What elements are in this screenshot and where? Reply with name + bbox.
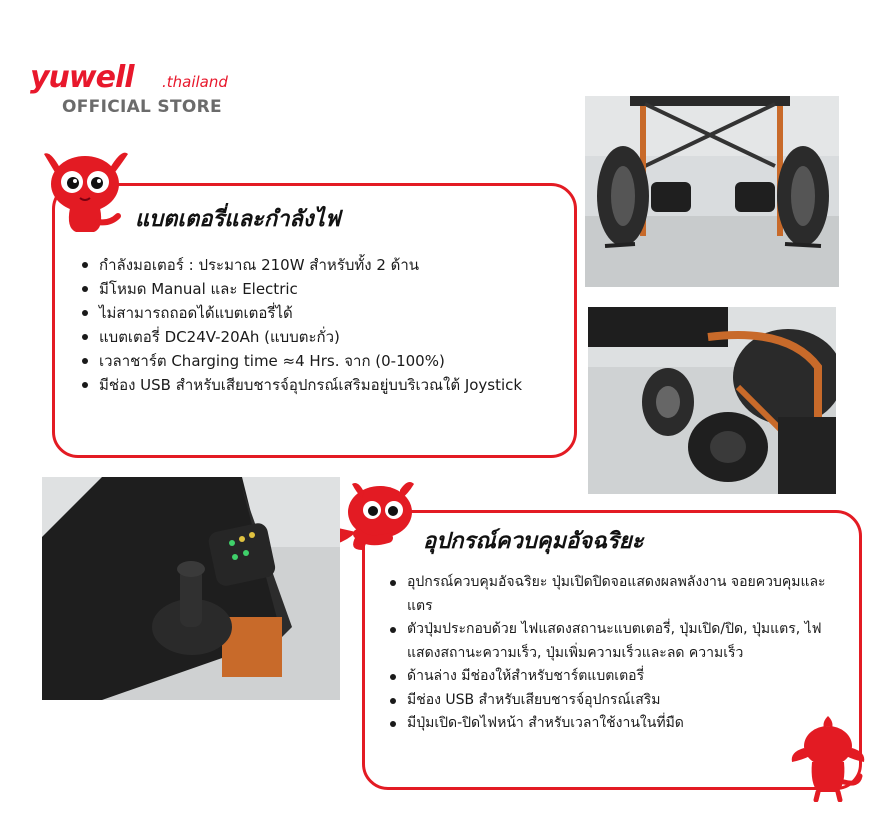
red-mascot-icon xyxy=(788,712,868,802)
list-item: แบตเตอรี่ DC24V-20Ah (แบบตะกั่ว) xyxy=(79,325,569,349)
list-item: ด้านล่าง มีช่องให้สำหรับชาร์ตแบตเตอรี่ xyxy=(387,665,842,689)
battery-bullet-list xyxy=(79,253,569,397)
joystick-controller-photo xyxy=(42,477,340,700)
red-mascot-icon xyxy=(40,140,130,240)
controller-info-card xyxy=(362,510,862,790)
list-item: อุปกรณ์ควบคุมอัจฉริยะ ปุ่มเปิดปิดจอแสดงผลพลังงาน จอยควบคุมและแตร xyxy=(387,571,842,618)
list-item: มีช่อง USB สำหรับเสียบชารจ์อุปกรณ์เสริมอยู่บบริเวณใต้ Joystick xyxy=(79,373,569,397)
list-item: มีปุ่มเปิด-ปิดไฟหน้า สำหรับเวลาใช้งานในที่มืด xyxy=(387,712,842,736)
battery-card-title: แบตเตอรี่และกำลังไฟ xyxy=(135,207,341,232)
list-item: มีโหมด Manual และ Electric xyxy=(79,277,569,301)
official-store-label: OFFICIAL STORE xyxy=(62,97,222,117)
list-item: กำลังมอเตอร์ : ประมาณ 210W สำหรับทั้ง 2 ด้าน xyxy=(79,253,569,277)
list-item: ไม่สามารถถอดได้แบตเตอรี่ได้ xyxy=(79,301,569,325)
brand-logo: yuwell xyxy=(30,60,134,95)
battery-info-card xyxy=(52,183,577,458)
list-item: มีช่อง USB สำหรับเสียบชารจ์อุปกรณ์เสริม xyxy=(387,689,842,713)
red-mascot-icon xyxy=(328,478,423,553)
controller-card-title: อุปกรณ์ควบคุมอัจฉริยะ xyxy=(423,529,644,554)
list-item: ตัวปุ่มประกอบด้วย ไฟแสดงสถานะแบตเตอรี่, ปุ่มเปิด/ปิด, ปุ่มแตร, ไฟแสดงสถานะความเร็ว, ปุ่มเพิ่มความเร็วและลด ความเร็ว xyxy=(387,618,842,665)
rear-wheels-photo xyxy=(585,96,839,287)
controller-bullet-list xyxy=(387,571,842,736)
brand-logo-suffix: .thailand xyxy=(162,73,228,91)
list-item: เวลาชาร์ต Charging time ≈4 Hrs. จาก (0-100%) xyxy=(79,349,569,373)
motor-closeup-photo xyxy=(588,307,836,494)
